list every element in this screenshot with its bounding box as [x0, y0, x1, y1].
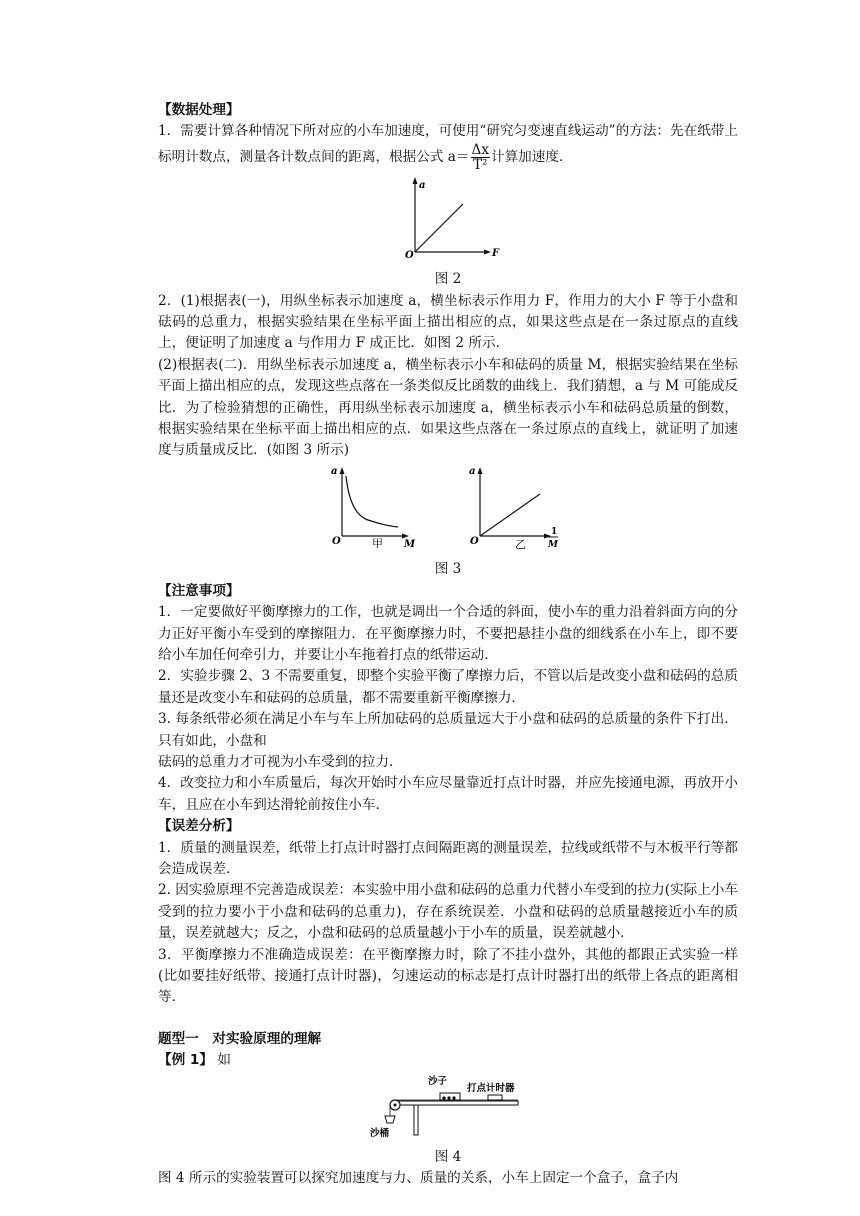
formula-numerator: Δx: [471, 141, 489, 158]
section-heading-notes: 【注意事项】: [158, 582, 240, 599]
fig3-right-x-num: 1: [551, 526, 558, 537]
note-1: 1．一定要做好平衡摩擦力的工作，也就是调出一个合适的斜面，使小车的重力沿着斜面方向的分力正好平衡小车受到的摩擦阻力．在平衡摩擦力时，不要把悬挂小盘的细线系在小车上，即不要给小车加任何牵引力，并要让小车拖着打点的纸带运动．: [158, 604, 738, 663]
paragraph-2: 2．(1)根据表(一)，用纵坐标表示加速度 a，横坐标表示作用力 F，作用力的大小 F 等于小盘和砝码的总重力，根据实验结果在坐标平面上描出相应的点，如果这些点是在一条过原点的直线上，便证明了加速度 a 与作用力 F 成正比．如图 2 所示．: [158, 292, 738, 352]
fig2-x-label: F: [492, 247, 500, 259]
fig3-right-x-den: M: [548, 539, 558, 550]
note-3a: 3. 每条纸带必须在满足小车与车上所加砝码的总质量远大于小盘和砝码的总质量的条件下打出．只有如此，小盘和: [158, 711, 738, 749]
formula-denominator: T²: [472, 156, 488, 173]
example-1-start: 如: [217, 1052, 231, 1069]
error-1: 1．质量的测量误差，纸带上打点计时器打点间隔距离的测量误差，拉线或纸带不与木板平行等都会造成误差．: [158, 839, 738, 877]
note-3b: 砝码的总重力才可视为小车受到的拉力．: [158, 753, 403, 770]
paragraph-1-tail: 计算加速度．: [490, 148, 573, 165]
fig3-left-sublabel: 甲: [372, 536, 383, 550]
error-3: 3．平衡摩擦力不准确造成误差：在平衡摩擦力时，除了不挂小盘外，其他的都跟正式实验一样(比如要挂好纸带、接通打点计时器)，匀速运动的标志是打点计时器打出的纸带上各点的距离相等．: [158, 946, 738, 1006]
fig3-left-y-label: a: [331, 465, 338, 477]
fig4-label-bucket: 沙桶: [370, 1127, 390, 1138]
paragraph-3: (2)根据表(二)．用纵坐标表示加速度 a，横坐标表示小车和砝码的质量 M，根据实验结果在坐标平面上描出相应的点，发现这些点落在一条类似反比函数的曲线上．我们猜想，a 与 M 可能成反比．为了检验猜想的正确性，再用纵坐标表示加速度 a，横坐标表示小车和砝码总质量的倒数，根据实验结果在坐标平面上描出相应的点．如果这些点落在一条过原点的直线上，就证明了加速度与质量成反比．(如图 3 所示): [158, 356, 738, 459]
figure-3-graphs: [328, 464, 568, 550]
acceleration-formula: [471, 143, 490, 172]
note-4: 4．改变拉力和小车质量后，每次开始时小车应尽量靠近打点计时器，并应先接通电源，再放开小车，且应在小车到达滑轮前按住小车．: [158, 775, 738, 813]
figure-4: [158, 1074, 738, 1145]
figure-4-apparatus: [368, 1074, 528, 1138]
figure-2-graph: [393, 174, 503, 260]
fig3-right-origin: O: [470, 535, 479, 547]
paragraph-1-text: 1．需要计算各种情况下所对应的小车加速度，可使用“研究匀变速直线运动”的方法：先在纸带上标明计数点，测量各计数点间的距离，根据公式 a＝: [158, 123, 738, 165]
figure-4-caption: 图 4: [434, 1149, 462, 1166]
type-1-heading: 题型一 对实验原理的理解: [158, 1030, 322, 1047]
figure-3: [158, 464, 738, 557]
fig3-left-x-label: M: [404, 538, 416, 550]
figure-3-caption: 图 3: [434, 561, 462, 578]
note-2: 2．实验步骤 2、3 不需要重复，即整个实验平衡了摩擦力后，不管以后是改变小盘和砝码的总质量还是改变小车和砝码的总质量，都不需要重新平衡摩擦力．: [158, 668, 738, 706]
fig2-y-label: a: [419, 179, 426, 191]
page-content: [158, 100, 738, 1190]
fig3-left-origin: O: [332, 535, 341, 547]
figure-2-caption: 图 2: [434, 271, 462, 288]
paragraph-1: [158, 121, 738, 171]
error-2: 2. 因实验原理不完善造成误差：本实验中用小盘和砝码的总重力代替小车受到的拉力(实际上小车受到的拉力要小于小盘和砝码的总重力)，存在系统误差．小盘和砝码的总质量越接近小车的质量，误差就越大；反之，小盘和砝码的总质量越小于小车的质量，误差就越小．: [158, 882, 738, 942]
figure-2: [158, 174, 738, 267]
fig4-label-timer: 打点计时器: [467, 1082, 515, 1094]
section-heading-errors: 【误差分析】: [158, 818, 240, 835]
fig4-label-sand: 沙子: [428, 1075, 448, 1087]
example-1-label: 【例 1】: [158, 1052, 213, 1069]
fig3-right-y-label: a: [469, 465, 476, 477]
section-heading-data-processing: 【数据处理】: [158, 102, 240, 118]
fig3-right-sublabel: 乙: [515, 537, 526, 550]
fig2-origin: O: [405, 249, 414, 260]
example-1-text: 图 4 所示的实验装置可以探究加速度与力、质量的关系，小车上固定一个盒子，盒子内: [158, 1170, 679, 1187]
example-1-line: [158, 1050, 738, 1071]
